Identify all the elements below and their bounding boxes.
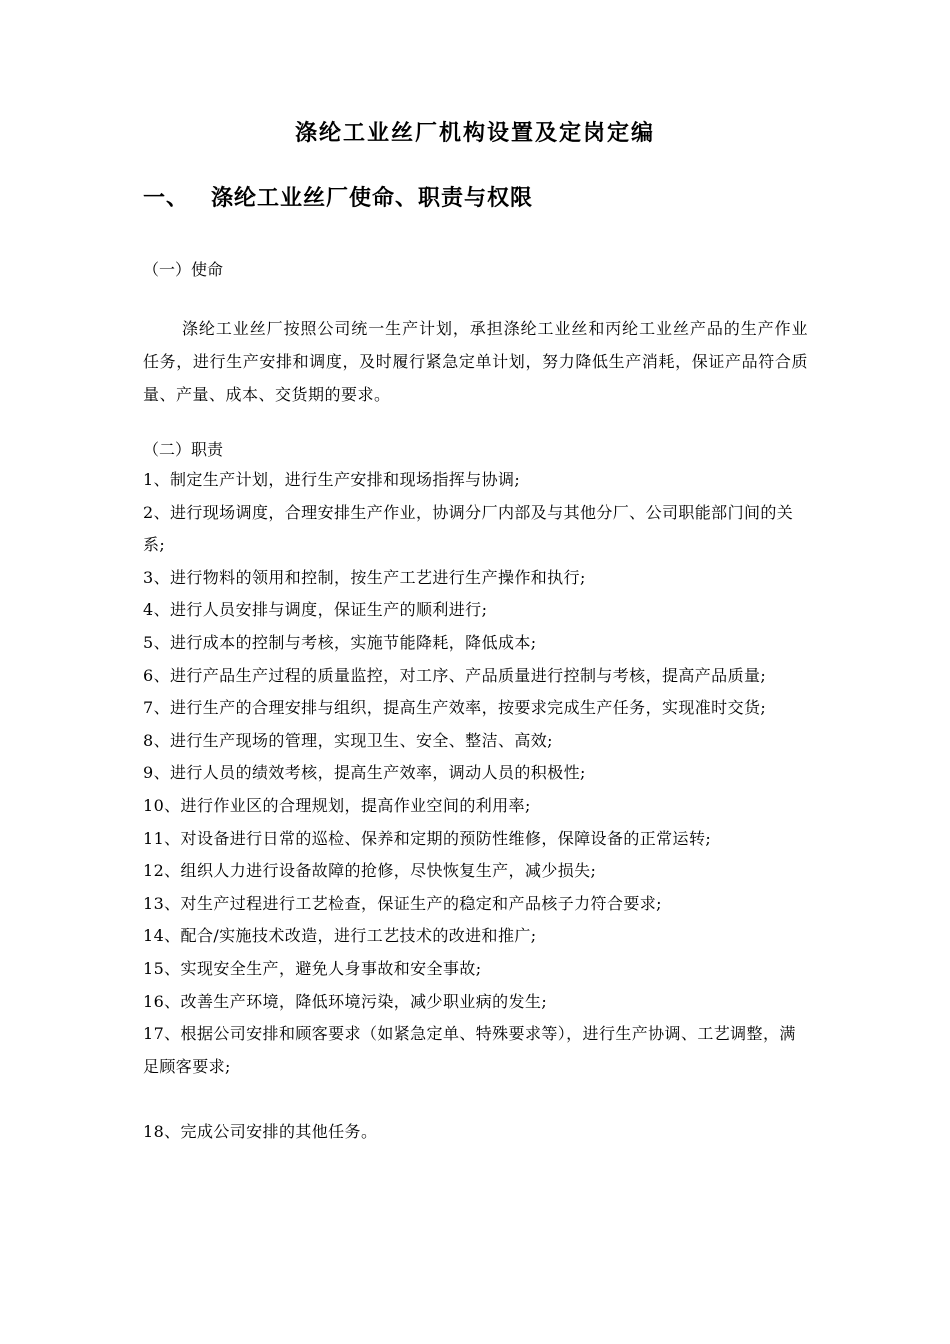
duty-item: 7、进行生产的合理安排与组织，提高生产效率，按要求完成生产任务，实现准时交货; (143, 698, 767, 718)
duty-item: 2、进行现场调度，合理安排生产作业，协调分厂内部及与其他分厂、公司职能部门间的关系; (143, 502, 794, 555)
duty-item: 18、完成公司安排的其他任务。 (143, 1122, 378, 1142)
document-title: 涤纶工业丝厂机构设置及定岗定编 (294, 120, 655, 146)
duty-item: 10、进行作业区的合理规划，提高作业空间的利用率; (143, 795, 531, 815)
duty-item: 8、进行生产现场的管理，实现卫生、安全、整洁、高效; (143, 730, 553, 750)
duty-item: 15、实现安全生产，避免人身事故和安全事故; (143, 958, 482, 978)
duty-item: 17、根据公司安排和顾客要求（如紧急定单、特殊要求等），进行生产协调、工艺调整，满足顾客要求; (143, 1024, 796, 1076)
section-heading (143, 181, 533, 212)
duty-item: 14、配合/实施技术改造，进行工艺技术的改进和推广; (143, 926, 537, 946)
duty-item: 12、组织人力进行设备故障的抢修，尽快恢复生产，减少损失; (143, 861, 597, 881)
duty-item: 16、改善生产环境，降低环境污染，减少职业病的发生; (143, 991, 548, 1011)
mission-heading: （一）使命 (143, 260, 224, 279)
mission-paragraph: 涤纶工业丝厂按照公司统一生产计划，承担涤纶工业丝和丙纶工业丝产品的生产作业任务，进行生产安排和调度，及时履行紧急定单计划，努力降低生产消耗，保证产品符合质量、产量、成本、交货期的要求。 (143, 319, 808, 404)
duty-item: 3、进行物料的领用和控制，按生产工艺进行生产操作和执行; (143, 567, 586, 587)
duties-heading: （二）职责 (143, 440, 224, 459)
duty-item: 13、对生产过程进行工艺检查，保证生产的稳定和产品核子力符合要求; (143, 893, 662, 913)
duty-item: 5、进行成本的控制与考核，实施节能降耗，降低成本; (143, 632, 537, 652)
duty-item: 6、进行产品生产过程的质量监控，对工序、产品质量进行控制与考核，提高产品质量; (143, 665, 767, 685)
duty-item: 4、进行人员安排与调度，保证生产的顺利进行; (143, 600, 488, 620)
duty-item: 9、进行人员的绩效考核，提高生产效率，调动人员的积极性; (143, 763, 586, 783)
duty-item: 1、制定生产计划，进行生产安排和现场指挥与协调; (143, 470, 521, 489)
duties-list (143, 464, 808, 1149)
section-number: 一、 (143, 185, 190, 211)
duty-item: 11、对设备进行日常的巡检、保养和定期的预防性维修，保障设备的正常运转; (143, 828, 712, 848)
section-title: 涤纶工业丝厂使命、职责与权限 (211, 185, 534, 211)
